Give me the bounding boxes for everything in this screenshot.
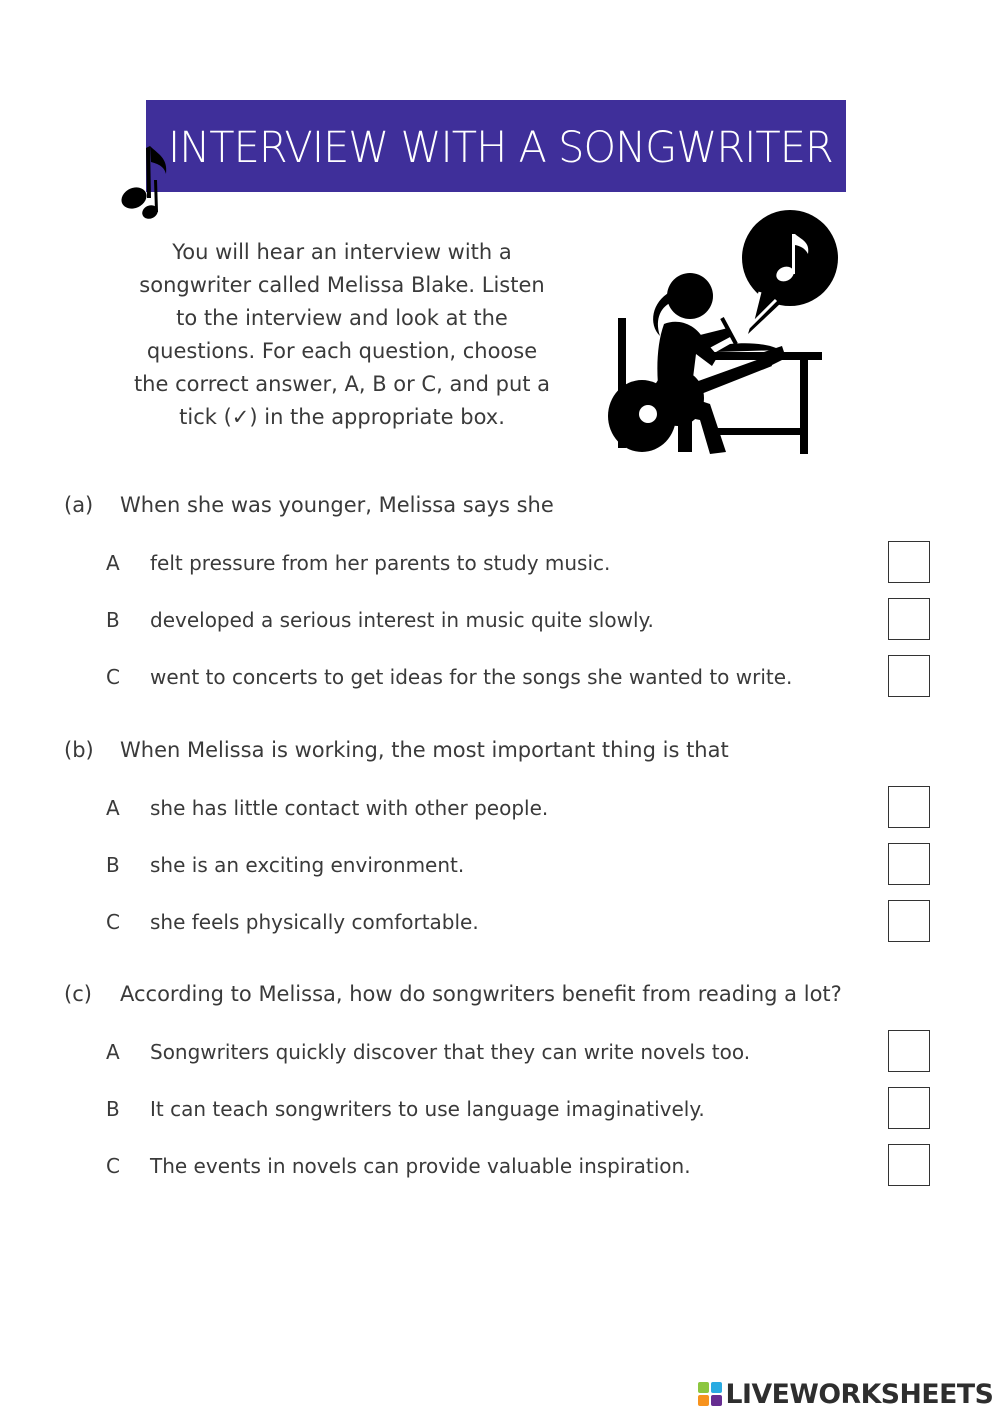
liveworksheets-logo[interactable] bbox=[698, 1378, 994, 1412]
option-letter: A bbox=[106, 1040, 120, 1064]
answer-checkbox[interactable] bbox=[888, 598, 930, 640]
option-a-a bbox=[106, 543, 936, 587]
option-b-c bbox=[106, 902, 936, 946]
answer-checkbox[interactable] bbox=[888, 786, 930, 828]
question-text: According to Melissa, how do songwriters benefit from reading a lot? bbox=[120, 982, 842, 1006]
option-letter: B bbox=[106, 1097, 120, 1121]
option-letter: B bbox=[106, 853, 120, 877]
answer-checkbox[interactable] bbox=[888, 1144, 930, 1186]
option-letter: A bbox=[106, 551, 120, 575]
option-text: went to concerts to get ideas for the songs she wanted to write. bbox=[150, 665, 793, 689]
instructions-line: tick (✓) in the appropriate box. bbox=[179, 405, 505, 429]
option-letter: B bbox=[106, 608, 120, 632]
answer-checkbox[interactable] bbox=[888, 843, 930, 885]
instructions-paragraph bbox=[108, 236, 576, 434]
songwriter-illustration-icon bbox=[600, 206, 845, 462]
option-text: developed a serious interest in music quite slowly. bbox=[150, 608, 654, 632]
question-text: When she was younger, Melissa says she bbox=[120, 493, 554, 517]
option-letter: C bbox=[106, 1154, 120, 1178]
option-text: felt pressure from her parents to study music. bbox=[150, 551, 611, 575]
option-letter: C bbox=[106, 910, 120, 934]
option-b-b bbox=[106, 845, 936, 889]
instructions-line: songwriter called Melissa Blake. Listen bbox=[139, 273, 545, 297]
option-letter: A bbox=[106, 796, 120, 820]
answer-checkbox[interactable] bbox=[888, 1030, 930, 1072]
answer-checkbox[interactable] bbox=[888, 900, 930, 942]
option-c-b bbox=[106, 1089, 936, 1133]
answer-checkbox[interactable] bbox=[888, 655, 930, 697]
option-a-b bbox=[106, 600, 936, 644]
liveworksheets-logo-icon bbox=[698, 1382, 724, 1408]
answer-checkbox[interactable] bbox=[888, 541, 930, 583]
question-label: (b) bbox=[64, 738, 94, 762]
option-text: she feels physically comfortable. bbox=[150, 910, 479, 934]
option-letter: C bbox=[106, 665, 120, 689]
option-c-c bbox=[106, 1146, 936, 1190]
page-title: INTERVIEW WITH A SONGWRITER bbox=[168, 123, 833, 173]
instructions-line: to the interview and look at the bbox=[176, 306, 508, 330]
option-b-a bbox=[106, 788, 936, 832]
question-text: When Melissa is working, the most important thing is that bbox=[120, 738, 729, 762]
question-label: (a) bbox=[64, 493, 94, 517]
option-text: Songwriters quickly discover that they can write novels too. bbox=[150, 1040, 751, 1064]
option-a-c bbox=[106, 657, 936, 701]
instructions-line: questions. For each question, choose bbox=[146, 339, 538, 363]
instructions-line: the correct answer, A, B or C, and put a bbox=[133, 372, 551, 396]
logo-text: LIVEWORKSHEETS bbox=[725, 1379, 994, 1410]
option-text: she has little contact with other people. bbox=[150, 796, 549, 820]
option-text: It can teach songwriters to use language imaginatively. bbox=[150, 1097, 705, 1121]
answer-checkbox[interactable] bbox=[888, 1087, 930, 1129]
instructions-line: You will hear an interview with a bbox=[172, 240, 512, 264]
question-label: (c) bbox=[64, 982, 92, 1006]
option-text: she is an exciting environment. bbox=[150, 853, 465, 877]
option-c-a bbox=[106, 1032, 936, 1076]
music-note-icon bbox=[110, 140, 172, 222]
option-text: The events in novels can provide valuable inspiration. bbox=[150, 1154, 691, 1178]
